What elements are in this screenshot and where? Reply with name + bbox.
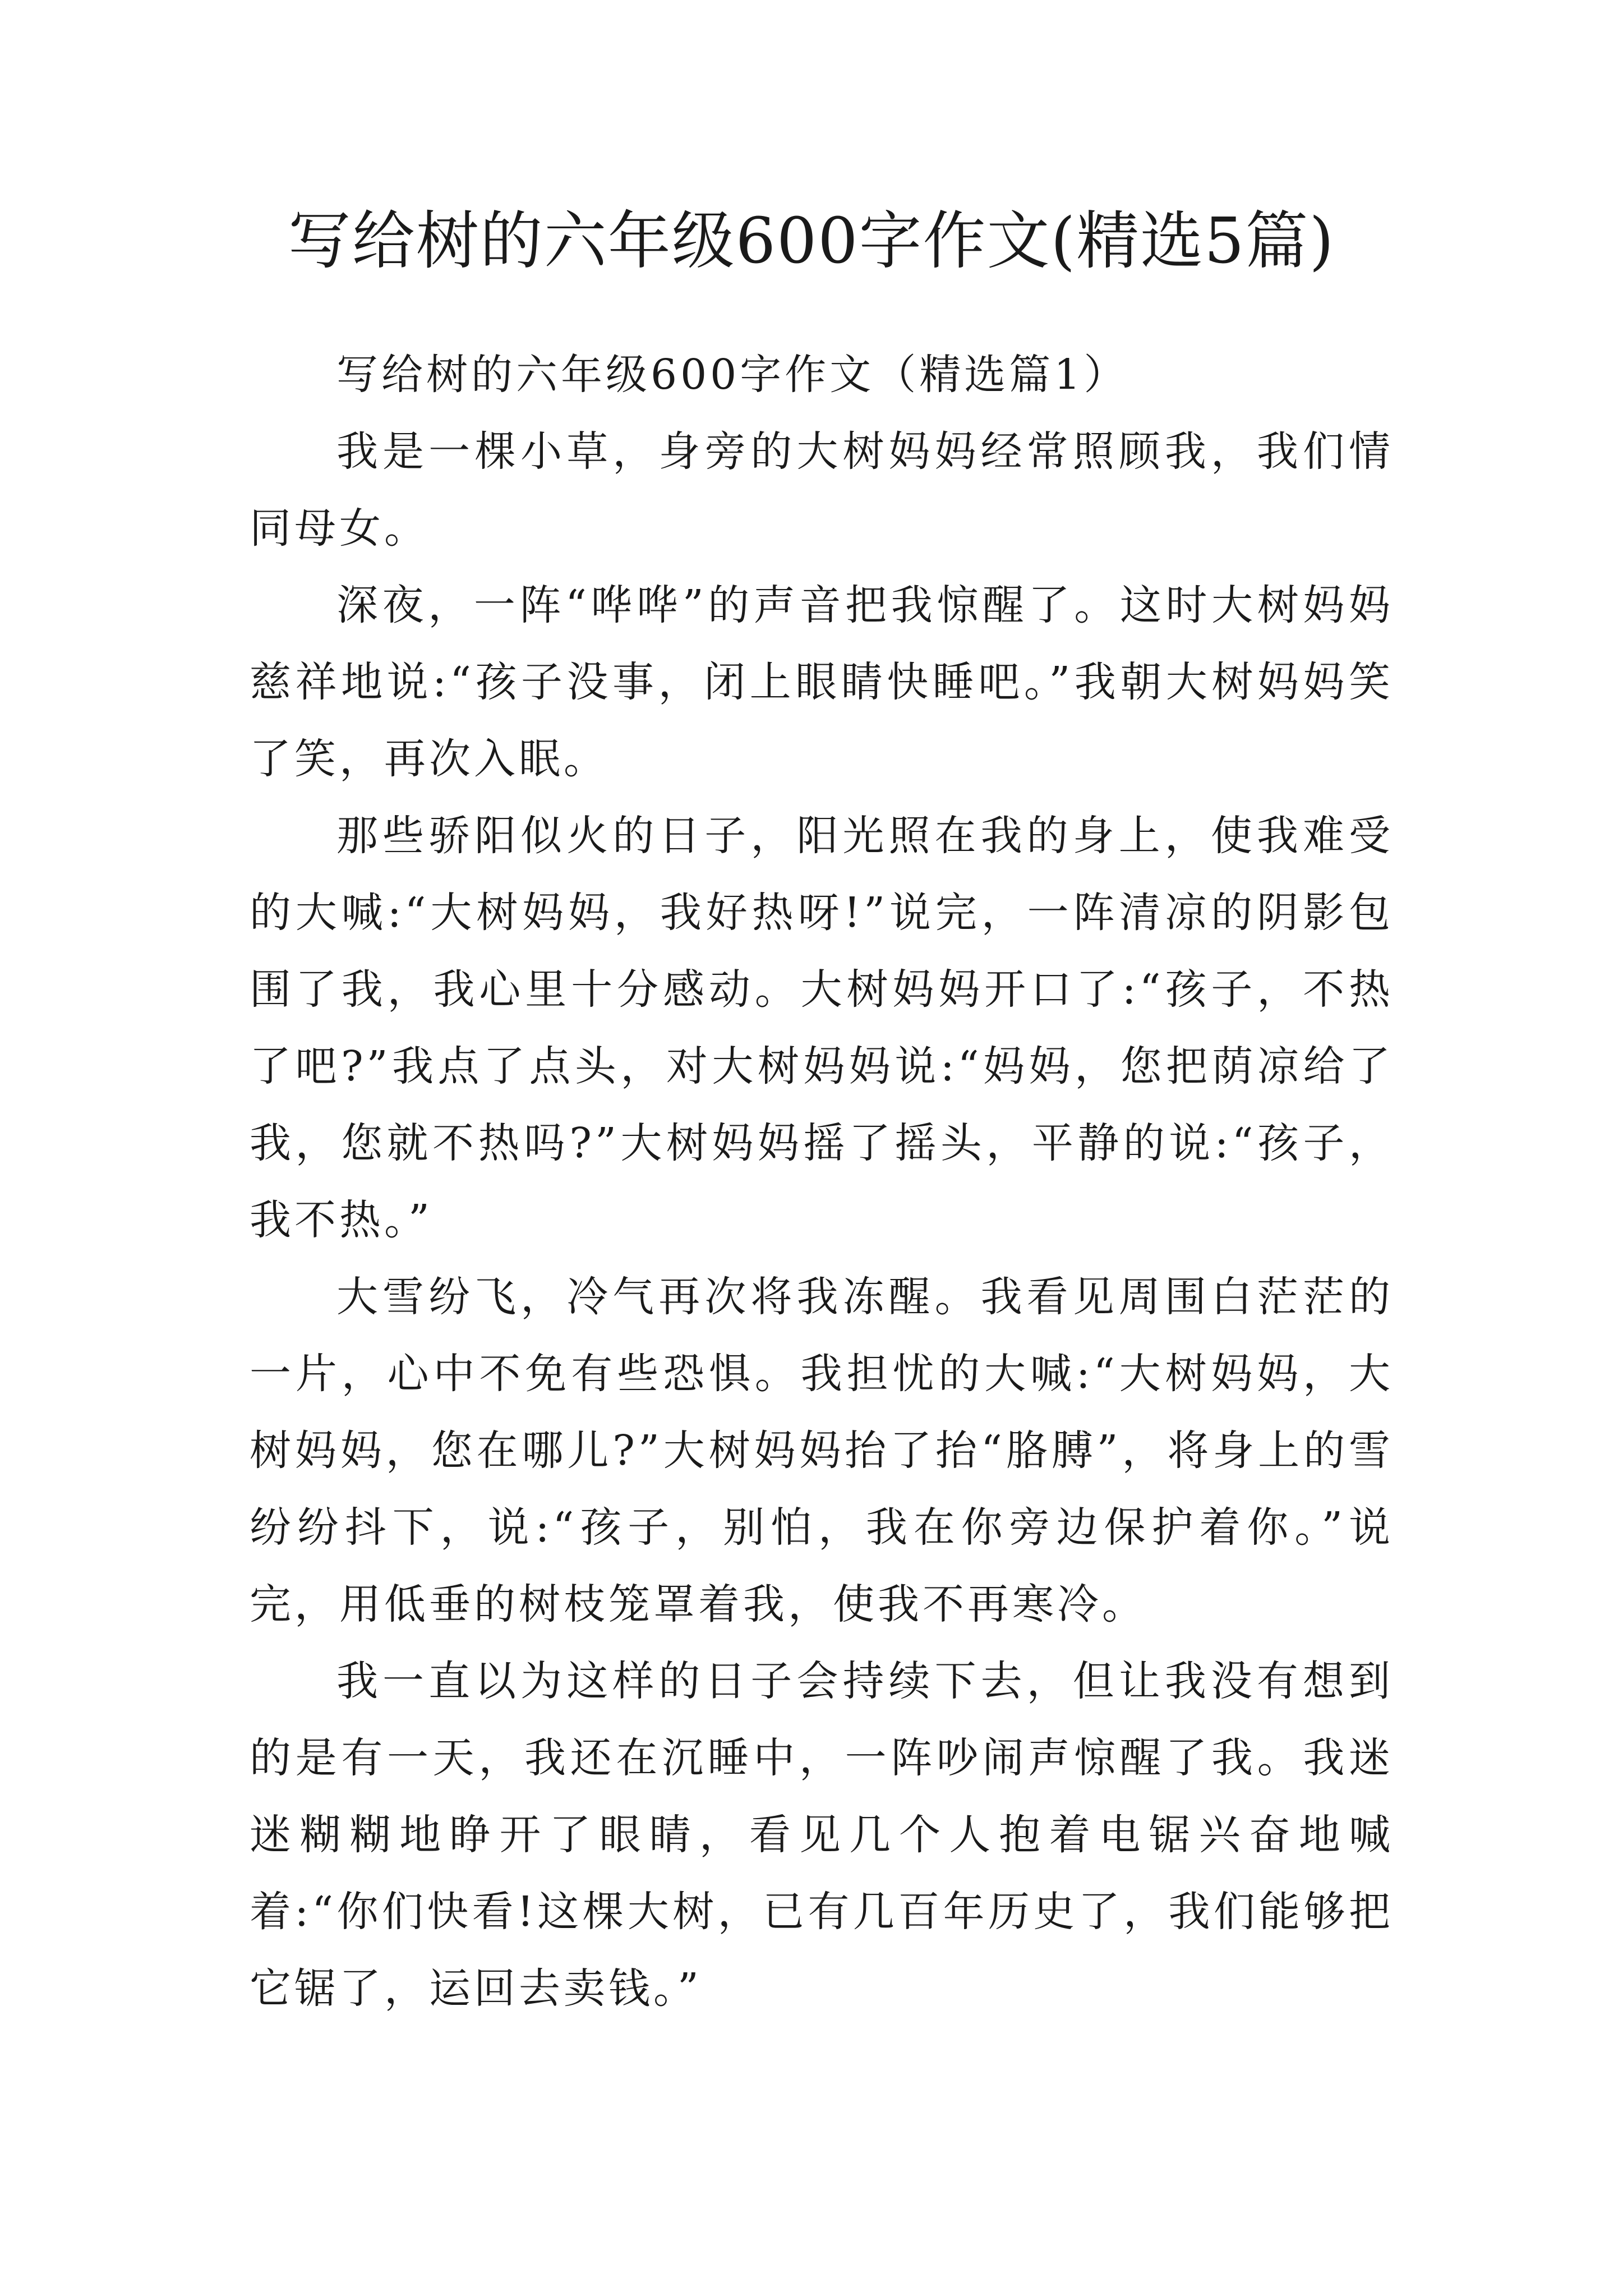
section-heading: 写给树的六年级600字作文（精选篇1） [336,351,1129,399]
paragraph-4: 大雪纷飞，冷气再次将我冻醒。我看见周围白茫茫的一片，心中不免有些恐惧。我担忧的大喊:“大树妈妈，大树妈妈，您在哪儿?”大树妈妈抬了抬“胳膊”，将身上的雪纷纷抖下，说:“孩子，别怕，我在你旁边保护着你。”说完，用低垂的树枝笼罩着我，使我不再寒冷。 [250,1273,1394,1628]
paragraph-5: 我一直以为这样的日子会持续下去，但让我没有想到的是有一天，我还在沉睡中，一阵吵闹声惊醒了我。我迷迷糊糊地睁开了眼睛，看见几个人抱着电锯兴奋地喊着:“你们快看!这棵大树，已有几百年历史了，我们能够把它锯了，运回去卖钱。” [250,1657,1394,2013]
paragraph-1: 我是一棵小草，身旁的大树妈妈经常照顾我，我们情同母女。 [250,427,1394,553]
document-body [250,337,1394,2027]
document-title: 写给树的六年级600字作文(精选5篇) [288,205,1335,278]
paragraph-2: 深夜，一阵“哗哗”的声音把我惊醒了。这时大树妈妈慈祥地说:“孩子没事，闭上眼睛快睡吧。”我朝大树妈妈笑了笑，再次入眠。 [250,581,1394,783]
paragraph-3: 那些骄阳似火的日子，阳光照在我的身上，使我难受的大喊:“大树妈妈，我好热呀!”说完，一阵清凉的阴影包围了我，我心里十分感动。大树妈妈开口了:“孩子，不热了吧?”我点了点头，对大树妈妈说:“妈妈，您把荫凉给了我，您就不热吗?”大树妈妈摇了摇头，平静的说:“孩子，我不热。” [250,812,1394,1244]
